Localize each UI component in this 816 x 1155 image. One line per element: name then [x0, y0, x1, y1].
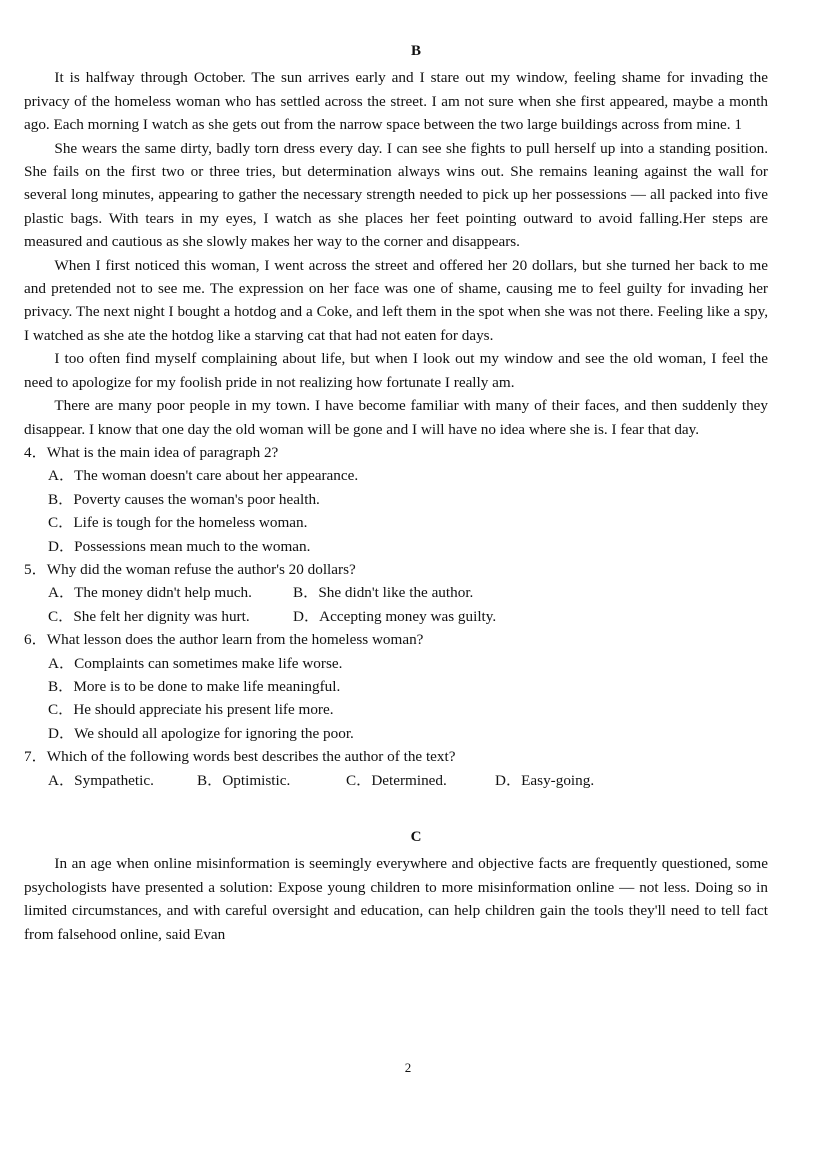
question-6-option-c: C．He should appreciate his present life more. — [48, 701, 334, 719]
question-4-option-d: D．Possessions mean much to the woman. — [48, 537, 311, 555]
question-4-option-a: A．The woman doesn't care about her appearance. — [48, 467, 359, 485]
question-7-option-a: A．Sympathetic. — [48, 771, 154, 789]
question-7-option-b: B．Optimistic. — [197, 771, 291, 789]
question-4-option-c: C．Life is tough for the homeless woman. — [48, 514, 308, 532]
question-5-option-a: A．The money didn't help much. — [48, 584, 252, 602]
question-7-options-row — [48, 769, 768, 792]
section-b-paragraph-5: There are many poor people in my town. I have become familiar with many of their faces, and then suddenly they disappear. I know that one day the old woman will be gone and I will have no idea where she is. I fear that day. — [24, 397, 768, 438]
section-c-title: C — [410, 829, 422, 845]
question-6-option-d: D．We should all apologize for ignoring the poor. — [48, 724, 354, 742]
question-5-option-c: C．She felt her dignity was hurt. — [48, 607, 250, 625]
question-4-stem: 4．What is the main idea of paragraph 2? — [24, 443, 279, 461]
question-6-stem: 6．What lesson does the author learn from the homeless woman? — [24, 631, 424, 649]
section-b-paragraph-3: When I first noticed this woman, I went across the street and offered her 20 dollars, but she turned her back to me and pretended not to see me. The expression on her face was one of shame, causing me to feel guilty for invading her privacy. The next night I bought a hotdog and a Coke, and left them in the spot when she was not there. Feeling like a spy, I watched as she ate the hotdog like a starving cat that had not eaten for days. — [24, 256, 768, 344]
section-c — [24, 826, 768, 946]
question-5-options-row-1 — [48, 581, 768, 604]
question-7-option-d: D．Easy-going. — [495, 771, 595, 789]
page-number: 2 — [404, 1060, 412, 1075]
question-5-stem: 5．Why did the woman refuse the author's 20 dollars? — [24, 560, 356, 578]
question-5-options-row-2 — [48, 605, 768, 628]
question-7-stem: 7．Which of the following words best describes the author of the text? — [24, 748, 456, 766]
page — [24, 40, 768, 946]
question-4-option-b: B．Poverty causes the woman's poor health. — [48, 490, 320, 508]
section-b-paragraph-1: It is halfway through October. The sun arrives early and I stare out my window, feeling shame for invading the privacy of the homeless woman who has settled across the street. I am not sure when she first appeared, maybe a month ago. Each morning I watch as she gets out from the narrow space between the two large buildings across from mine. 1 — [24, 69, 768, 134]
question-5-option-d: D．Accepting money was guilty. — [293, 607, 497, 625]
section-b-paragraph-4: I too often find myself complaining about life, but when I look out my window and see the old woman, I feel the need to apologize for my foolish pride in not realizing how fortunate I really am. — [24, 350, 768, 391]
question-5-option-b: B．She didn't like the author. — [293, 584, 474, 602]
section-b-title: B — [410, 43, 421, 59]
question-7-option-c: C．Determined. — [346, 771, 447, 789]
question-6-option-b: B．More is to be done to make life meaningful. — [48, 677, 341, 695]
question-6-option-a: A．Complaints can sometimes make life worse. — [48, 654, 343, 672]
section-b-paragraph-2: She wears the same dirty, badly torn dress every day. I can see she fights to pull herself up into a standing position. She fails on the first two or three tries, but determination always wins out. She remains leaning against the wall for several long minutes, appearing to gather the necessary strength needed to pick up her possessions — all packed into five plastic bags. With tears in my eyes, I watch as she places her feet pointing outward to avoid falling.Her steps are measured and cautious as she slowly makes her way to the corner and disappears. — [24, 139, 768, 251]
section-c-paragraph-1: In an age when online misinformation is seemingly everywhere and objective facts are frequently questioned, some psychologists have presented a solution: Expose young children to more misinformation online — not less. Doing so in limited circumstances, and with careful oversight and education, can help children gain the tools they'll need to tell fact from falsehood online, said Evan — [24, 855, 768, 943]
